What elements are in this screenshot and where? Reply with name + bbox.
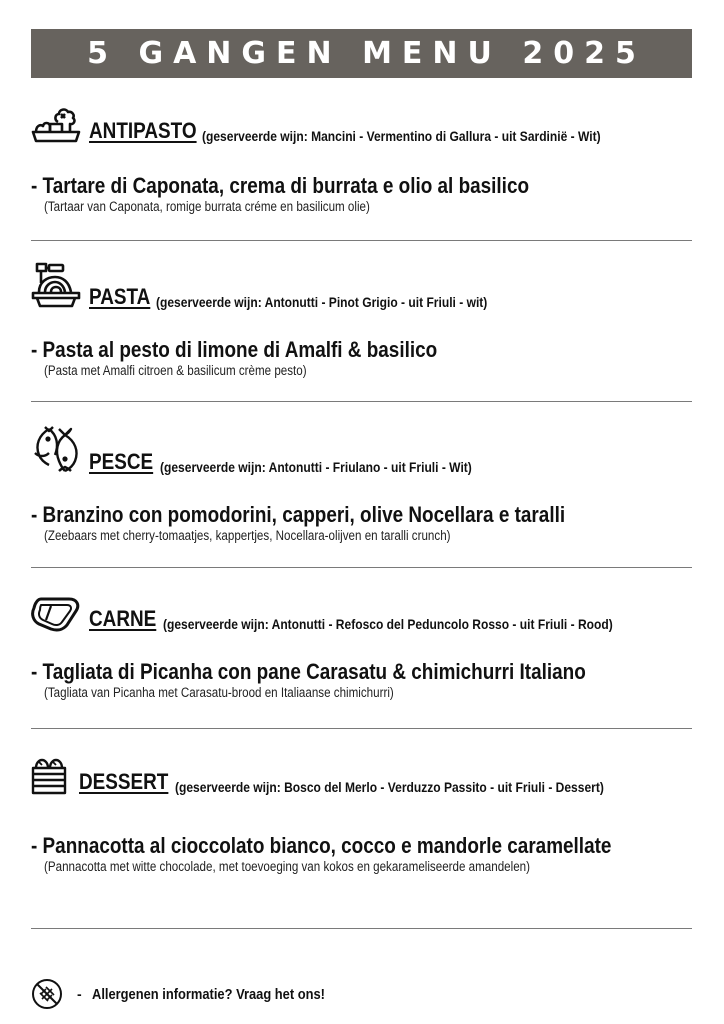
divider	[31, 240, 692, 241]
course-name: CARNE	[89, 606, 157, 631]
allergen-note	[31, 978, 363, 1010]
divider	[31, 928, 692, 929]
no-allergen-icon	[31, 978, 63, 1010]
steak-icon	[31, 596, 81, 632]
wine-pairing: (geserveerde wijn: Bosco del Merlo - Verduzzo Passito - uit Friuli - Dessert)	[174, 779, 604, 795]
divider	[31, 567, 692, 568]
divider	[31, 401, 692, 402]
course-name: PESCE	[89, 449, 154, 474]
dish-title: - Pannacotta al cioccolato bianco, cocco e mandorle caramellate	[31, 833, 612, 858]
wine-pairing: (geserveerde wijn: Antonutti - Friulano - uit Friuli - Wit)	[159, 459, 472, 475]
course-name: PASTA	[89, 284, 151, 309]
course-name: ANTIPASTO	[89, 118, 197, 143]
page-title: 5 GANGEN MENU 2025	[87, 36, 646, 71]
course-name: DESSERT	[79, 769, 169, 794]
wine-pairing: (geserveerde wijn: Antonutti - Pinot Grigio - uit Friuli - wit)	[156, 294, 488, 310]
dish-translation: (Tartaar van Caponata, romige burrata créme en basilicum olie)	[44, 199, 370, 214]
dish-translation: (Tagliata van Picanha met Carasatu-brood en Italiaanse chimichurri)	[44, 685, 394, 700]
dish-title: - Pasta al pesto di limone di Amalfi & basilico	[31, 337, 438, 362]
dish-title: - Branzino con pomodorini, capperi, olive Nocellara e taralli	[31, 502, 566, 527]
footer-dash: -	[77, 986, 82, 1002]
salad-bowl-icon	[31, 100, 81, 144]
dish-translation: (Zeebaars met cherry-tomaatjes, kappertjes, Nocellara-olijven en taralli crunch)	[44, 528, 451, 543]
pasta-bowl-icon	[31, 262, 81, 310]
divider	[31, 728, 692, 729]
cake-icon	[31, 757, 67, 795]
allergen-text: Allergenen informatie? Vraag het ons!	[91, 985, 325, 1003]
wine-pairing: (geserveerde wijn: Mancini - Vermentino di Gallura - uit Sardinië - Wit)	[202, 128, 601, 144]
dish-translation: (Pasta met Amalfi citroen & basilicum crème pesto)	[44, 363, 307, 378]
dish-title: - Tartare di Caponata, crema di burrata e olio al basilico	[31, 173, 530, 198]
dish-title: - Tagliata di Picanha con pane Carasatu & chimichurri Italiano	[31, 659, 586, 684]
menu-header	[31, 29, 692, 78]
wine-pairing: (geserveerde wijn: Antonutti - Refosco del Peduncolo Rosso - uit Friuli - Rood)	[163, 616, 613, 632]
fish-icon	[31, 425, 81, 475]
dish-translation: (Pannacotta met witte chocolade, met toevoeging van kokos en gekarameliseerde amandelen)	[44, 859, 530, 874]
